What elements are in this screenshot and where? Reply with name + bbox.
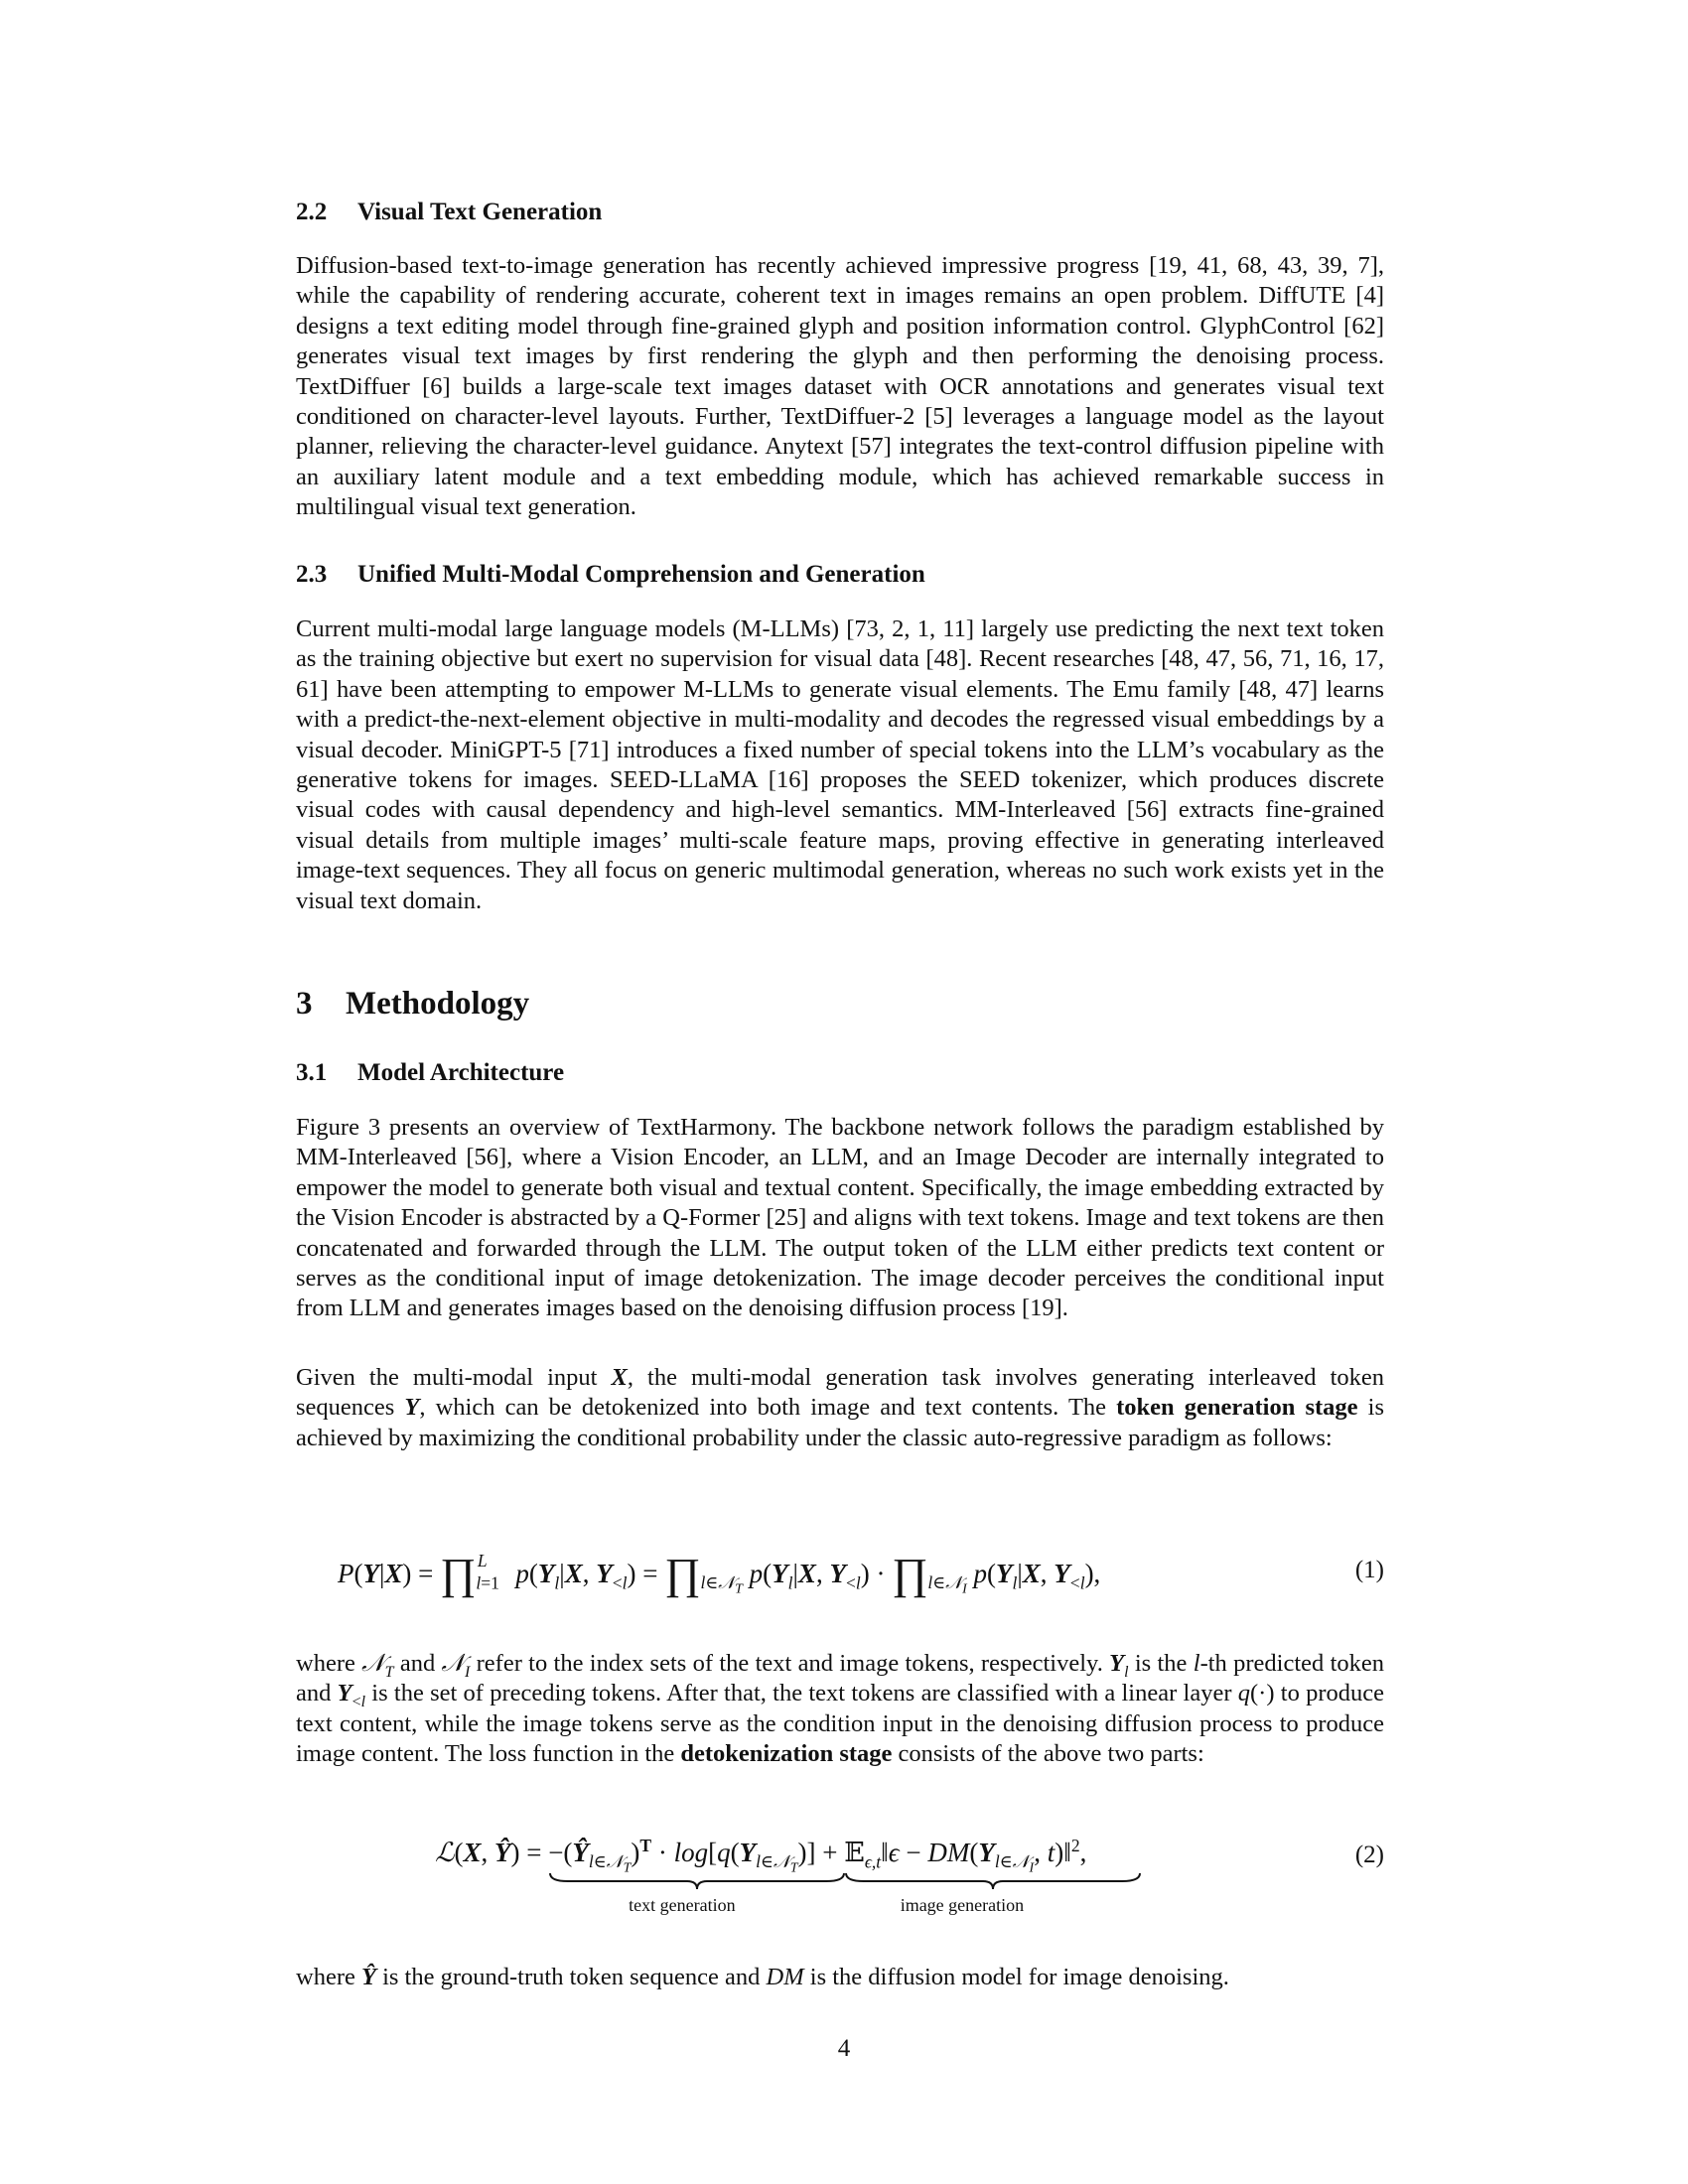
section-title: Model Architecture xyxy=(357,1059,565,1086)
section-3-1-paragraph-4: where Ŷ is the ground-truth token sequence and DM is the diffusion model for image denoising. xyxy=(296,1964,1229,1990)
section-title: Unified Multi-Modal Comprehension and Generation xyxy=(357,561,925,588)
text-generation-term: $-(Ŷ_{l\in 𝒩_T})^T \cdot \log[q(Y_{l\in 𝒩_T})]$ text generation xyxy=(548,1838,815,1868)
equation-1-body: $P(Y|X) = \prod_{l=1}^L$ $p(Y_l|X$, $Y_{<l}$) = $\prod_{l\in 𝒩_T}$ $p(Y_l|X$, $Y_{<l}$) · $\prod_{l\in 𝒩_I}$ $p(Y_l|X$, $Y_{<l}$), xyxy=(338,1550,1101,1598)
section-3-1-heading xyxy=(296,1059,564,1087)
section-number: 2.2 xyxy=(296,199,328,225)
section-3-1-paragraph-1: Figure 3 presents an overview of TextHarmony. The backbone network follows the paradigm established by MM-Interleaved [56], where a Vision Encoder, an LLM, and an Image Decoder are internally integrated to empower the model to generate both visual and textual content. Specifically, the image embedding extracted by the Vision Encoder is abstracted by a Q-Former [25] and aligns with text tokens. Image and text tokens are then concatenated and forwarded through the LLM. The output token of the LLM either predicts text content or serves as the conditional input of image detokenization. The image decoder perceives the conditional input from LLM and generates images based on the denoising diffusion process [19]. xyxy=(296,1114,1384,1322)
text-generation-label: text generation xyxy=(629,1895,736,1915)
equation-2-number: (2) xyxy=(1354,1842,1384,1868)
underbrace-icon xyxy=(844,1871,1142,1891)
section-2-3-paragraph: Current multi-modal large language models (M-LLMs) [73, 2, 1, 11] largely use predicting the next text token as the training objective but exert no supervision for visual data [48]. Recent researches [48, 47, 56, 71, 16, 17, 61] have been attempting to empower M-LLMs to generate visual elements. The Emu family [48, 47] learns with a predict-the-next-element objective in multi-modality and decodes the regressed visual embeddings by a visual decoder. MiniGPT-5 [71] introduces a fixed number of special tokens into the LLM’s vocabulary as the generative tokens for images. SEED-LLaMA [16] proposes the SEED tokenizer, which produces discrete visual codes with causal dependency and high-level semantics. MM-Interleaved [56] extracts fine-grained visual details from multiple images’ multi-scale feature maps, proving effective in generating interleaved image-text sequences. They all focus on generic multimodal generation, whereas no such work exists yet in the visual text domain. xyxy=(296,615,1384,914)
image-generation-label: image generation xyxy=(900,1895,1025,1915)
section-title: Visual Text Generation xyxy=(357,199,603,225)
section-title: Methodology xyxy=(346,986,530,1022)
section-3-1-paragraph-3: where 𝒩$_T$ and 𝒩$_I$ refer to the index sets of the text and image tokens, respectively. $Y_l$ is the l-th predicted token and $Y_{<l}$ is the set of preceding tokens. After that, the text tokens are classified with a linear layer q(·) to produce text content, while the image tokens serve as the condition input in the denoising diffusion process to produce image content. The loss function in the detokenization stage consists of the above two parts: xyxy=(296,1650,1385,1768)
section-3-1-paragraph-2: Given the multi-modal input X, the multi-modal generation task involves generating interleaved token sequences Y, which can be detokenized into both image and text contents. The token generation stage is achieved by maximizing the conditional probability under the classic auto-regressive paradigm as follows: xyxy=(296,1364,1385,1451)
section-2-2-paragraph: Diffusion-based text-to-image generation has recently achieved impressive progress [19, 41, 68, 43, 39, 7], while the capability of rendering accurate, coherent text in images remains an open problem. DiffUTE [4] designs a text editing model through fine-grained glyph and position information control. GlyphControl [62] generates visual text images by first rendering the glyph and then performing the denoising process. TextDiffuer [6] builds a large-scale text images dataset with OCR annotations and generates visual text conditioned on character-level layouts. Further, TextDiffuer-2 [5] leverages a language model as the layout planner, relieving the character-level guidance. Anytext [57] integrates the text-control diffusion pipeline with an auxiliary latent module and a text embedding module, which has achieved remarkable success in multilingual visual text generation. xyxy=(296,252,1384,521)
section-number: 2.3 xyxy=(296,561,328,588)
section-3-heading xyxy=(296,986,529,1023)
section-2-2-heading xyxy=(296,199,602,226)
section-number: 3.1 xyxy=(296,1059,328,1086)
equation-1-number: (1) xyxy=(1354,1557,1384,1583)
section-2-3-heading xyxy=(296,561,925,589)
equation-2-body: ℒ(X, Ŷ) = $-(Ŷ_{l\in 𝒩_T})^T \cdot \log[q(Y_{l\in 𝒩_T})]$ text generation + 𝔼$_{\epsilon,t}$‖ϵ − $DM(Y_{l\in 𝒩_I}$, t)‖$^2$ image generation , xyxy=(435,1838,1086,1868)
equation-2 xyxy=(296,1832,1384,1941)
equation-1 xyxy=(296,1547,1384,1606)
section-number: 3 xyxy=(296,986,313,1022)
page-number: 4 xyxy=(837,2035,851,2062)
underbrace-icon xyxy=(548,1871,846,1891)
image-generation-term: 𝔼$_{\epsilon,t}$‖ϵ − $DM(Y_{l\in 𝒩_I}$, t)‖$^2$ image generation xyxy=(844,1838,1079,1868)
